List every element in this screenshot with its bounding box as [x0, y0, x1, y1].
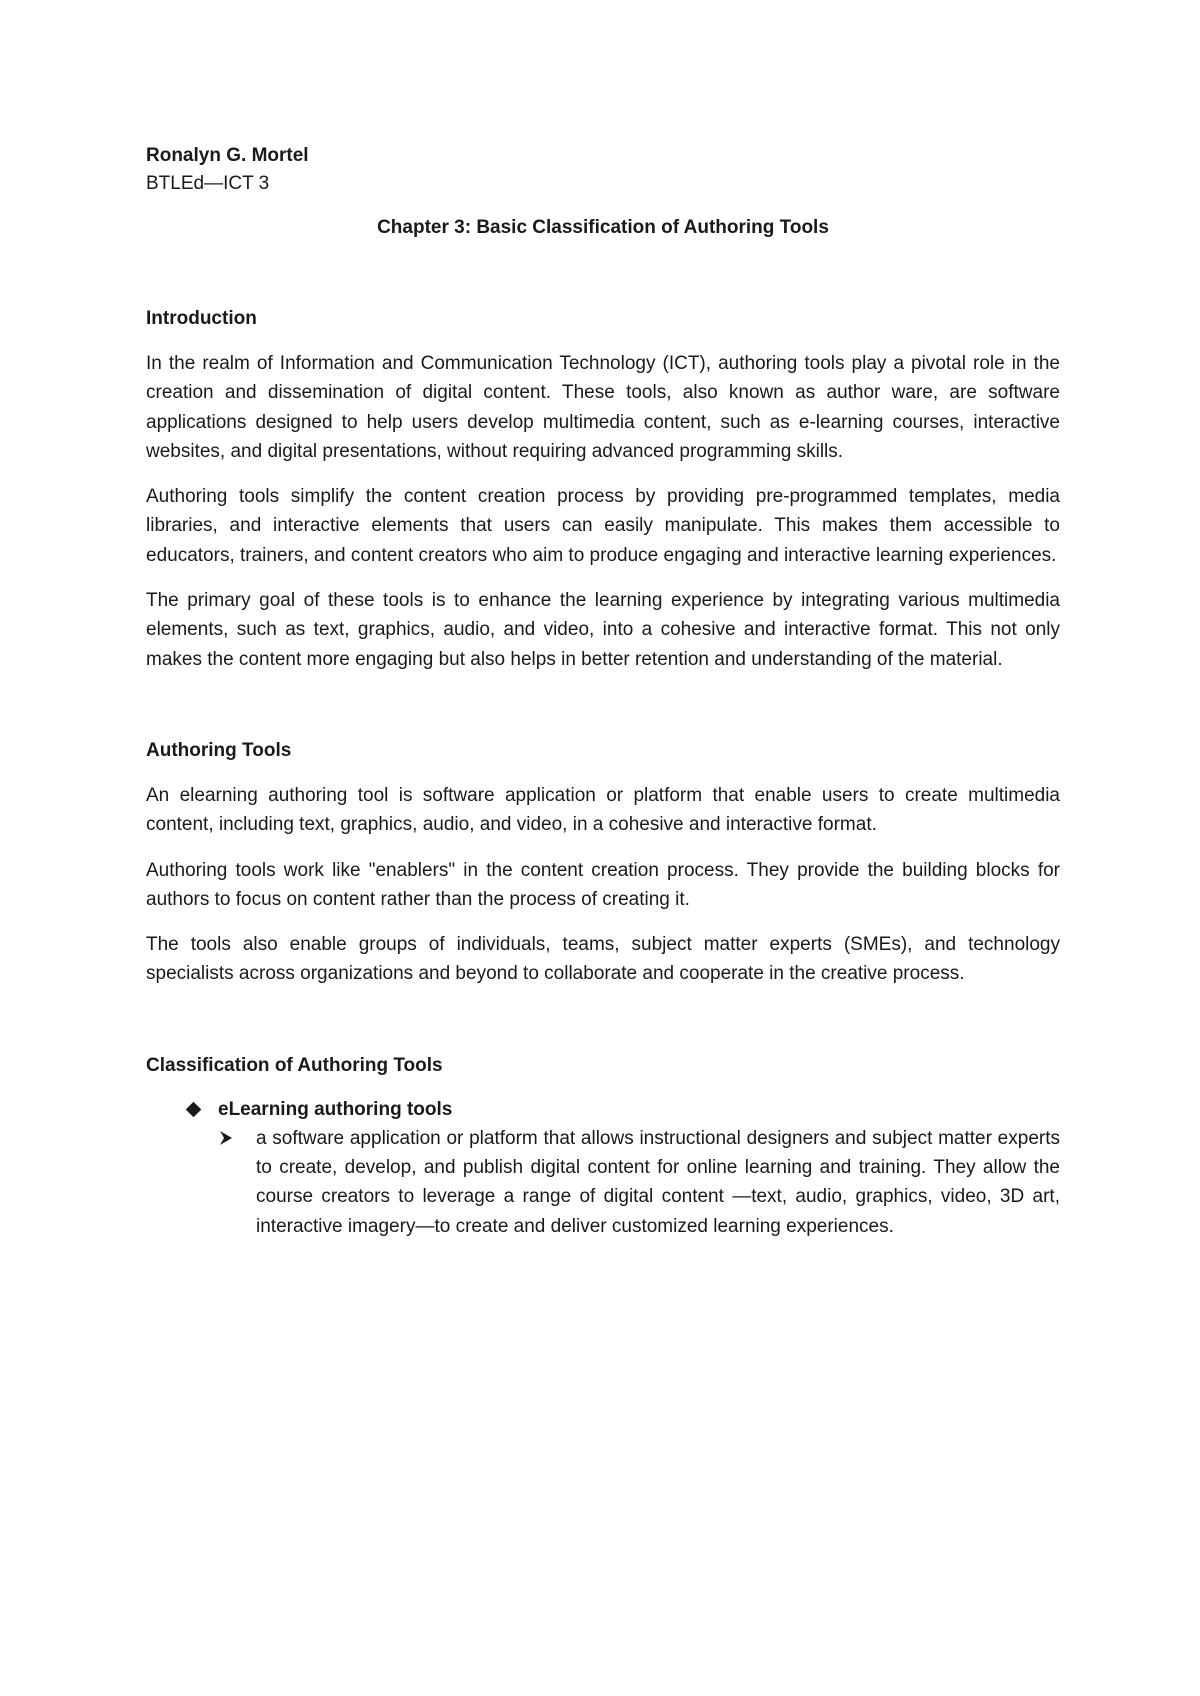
- author-name: Ronalyn G. Mortel: [146, 145, 309, 166]
- classification-item-description: a software application or platform that allows instructional designers and subject matter experts to create, develop, and publish digital content for online learning and training. They allow the course creators to leverage a range of digital content —text, audio, graphics, video, 3D art, interactive imagery—to create and deliver customized learning experiences.: [256, 1127, 1060, 1237]
- course-code: BTLEd—ICT 3: [146, 173, 270, 194]
- authoring-tools-heading: Authoring Tools: [146, 739, 292, 761]
- chapter-title: Chapter 3: Basic Classification of Authoring Tools: [377, 217, 829, 238]
- introduction-paragraph-3: The primary goal of these tools is to enhance the learning experience by integrating various multimedia elements, such as text, graphics, audio, and video, into a cohesive and interactive format. This not only makes the content more engaging but also helps in better retention and understanding of the material.: [146, 590, 1060, 670]
- authoring-tools-paragraph-1: An elearning authoring tool is software application or platform that enable users to create multimedia content, including text, graphics, audio, and video, in a cohesive and interactive format.: [146, 784, 1060, 836]
- classification-section: [146, 1052, 1060, 1241]
- classification-item-label: eLearning authoring tools: [218, 1098, 453, 1120]
- classification-list-item: [184, 1096, 1060, 1124]
- introduction-paragraph-1: In the realm of Information and Communication Technology (ICT), authoring tools play a pivotal role in the creation and dissemination of digital content. These tools, also known as author ware, are software applications designed to help users develop multimedia content, such as e-learning courses, interactive websites, and digital presentations, without requiring advanced programming skills.: [146, 353, 1060, 462]
- authoring-tools-section: [146, 737, 1060, 989]
- diamond-bullet-icon: [184, 1096, 218, 1124]
- introduction-heading: Introduction: [146, 308, 257, 329]
- document-page: [146, 142, 1060, 1241]
- authoring-tools-paragraph-3: The tools also enable groups of individuals, teams, subject matter experts (SMEs), and technology specialists across organizations and beyond to collaborate and cooperate in the creative process.: [146, 934, 1060, 985]
- introduction-paragraph-2: Authoring tools simplify the content creation process by providing pre-programmed templates, media libraries, and interactive elements that users can easily manipulate. This makes them accessible to educators, trainers, and content creators who aim to produce engaging and interactive learning experiences.: [146, 486, 1060, 566]
- arrowhead-bullet-icon: [218, 1124, 256, 1153]
- authoring-tools-paragraph-2: Authoring tools work like "enablers" in the content creation process. They provide the building blocks for authors to focus on content rather than the process of creating it.: [146, 859, 1060, 910]
- introduction-section: [146, 305, 1060, 674]
- classification-heading: Classification of Authoring Tools: [146, 1054, 443, 1076]
- classification-sub-item: [218, 1124, 1060, 1241]
